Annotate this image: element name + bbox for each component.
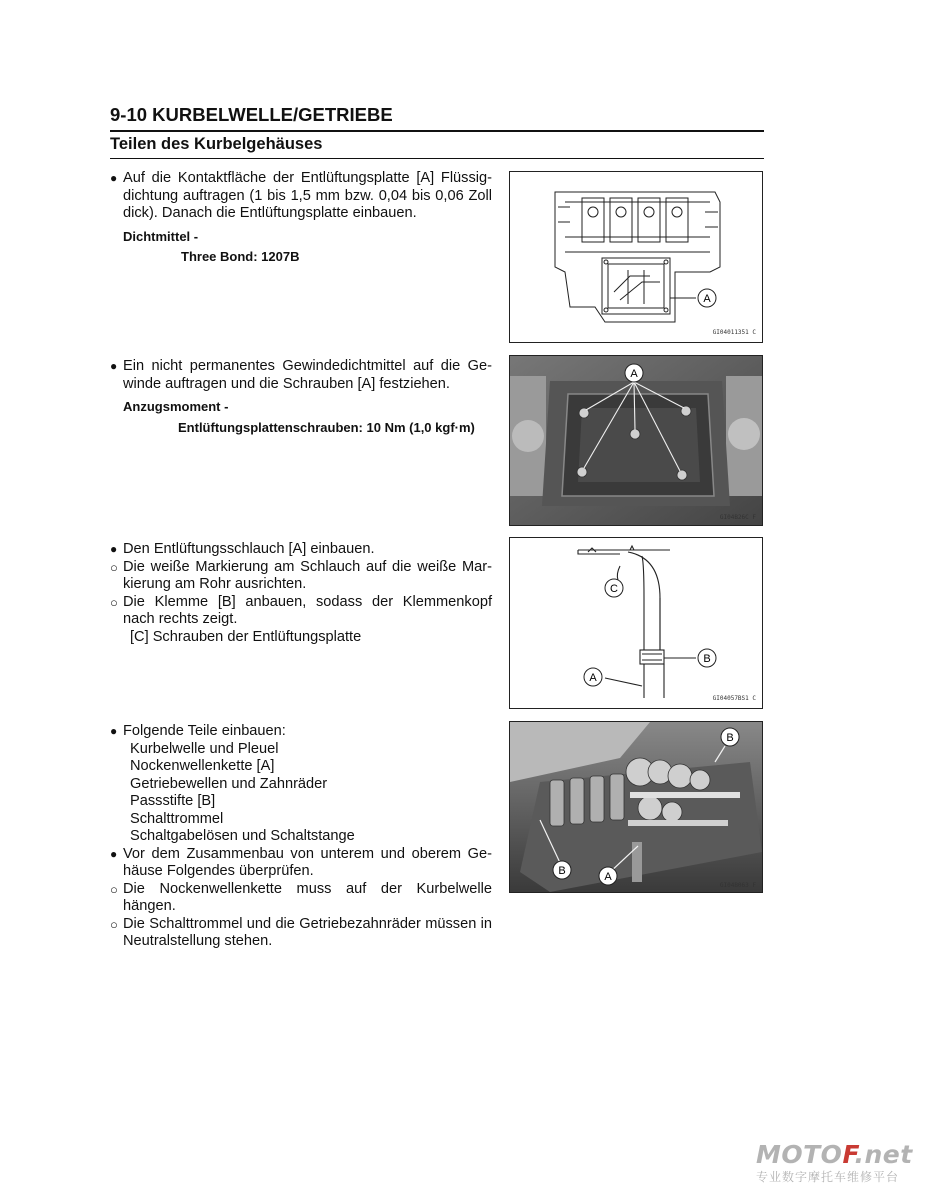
sub-instruction-item <box>110 594 492 629</box>
callout-a <box>625 364 643 382</box>
bullet-icon: ● <box>110 359 118 373</box>
sub-instruction-text: Die Klemme [B] anbauen, sodass der Klemmenkopf nach rechts zeigt. <box>123 593 492 627</box>
callout-label: C <box>610 583 618 595</box>
instruction-text: Den Entlüftungsschlauch [A] einbauen. <box>123 541 375 557</box>
part-list-item: Nockenwellenkette [A] <box>130 758 275 774</box>
watermark-logo <box>756 1142 922 1185</box>
instruction-item <box>110 723 492 741</box>
figure-code: GI04B063 F <box>719 882 756 889</box>
figure-note: [C] Schrauben der Entlüftungsplatte <box>130 628 362 645</box>
hollow-bullet-icon: ○ <box>110 559 118 575</box>
figure-crankshaft-transmission <box>509 721 763 893</box>
step-block-3 <box>110 541 492 646</box>
step-block-1 <box>110 170 492 266</box>
callout-b <box>553 861 571 879</box>
part-list-item: Schalttrommel <box>130 810 224 827</box>
figure-breather-hose <box>509 537 763 709</box>
part-list-item: Getriebewellen und Zahnräder <box>130 775 328 792</box>
instruction-item <box>110 358 492 393</box>
spec-label: Dichtmittel - <box>123 228 199 244</box>
instruction-item <box>110 541 492 559</box>
instruction-text: Auf die Kontaktfläche der Entlüftungsplatte [A] Flüssig-dichtung auftragen (1 bis 1,5 mm bzw. 0,04 bis 0,06 Zoll dick). Danach die Entlüftungsplatte einbauen. <box>123 170 492 221</box>
step-block-4 <box>110 723 492 951</box>
instruction-text: Vor dem Zusammenbau von unterem und oberem Ge-häuse Folgendes überprüfen. <box>123 845 492 879</box>
instruction-text: Folgende Teile einbauen: <box>123 723 286 739</box>
callout-label: B <box>703 653 711 665</box>
callout-label: A <box>604 871 612 883</box>
figure-breather-bolts <box>509 355 763 526</box>
sub-instruction-text: Die Nockenwellenkette muss auf der Kurbelwelle hängen. <box>123 880 492 914</box>
spec-value: Entlüftungsplattenschrauben: 10 Nm (1,0 kgf·m) <box>178 419 475 435</box>
watermark-brand-accent: F <box>842 1140 855 1169</box>
watermark-tagline: 专业数字摩托车维修平台 <box>756 1170 900 1184</box>
hollow-bullet-icon: ○ <box>110 881 118 897</box>
transmission-photo <box>510 722 762 892</box>
figure-code: GI04057BS1 C <box>712 695 756 702</box>
chapter-title: 9-10 KURBELWELLE/GETRIEBE <box>110 104 393 125</box>
part-list-item: Kurbelwelle und Pleuel <box>130 740 279 757</box>
callout-label: B <box>726 732 734 744</box>
bolts-photo <box>510 356 762 525</box>
callout-a <box>599 867 617 885</box>
section-rule <box>110 158 764 159</box>
callout-a <box>698 289 716 307</box>
instruction-item <box>110 170 492 223</box>
callout-b <box>721 728 739 746</box>
sub-instruction-text: Die Schalttrommel und die Getriebezahnräder müssen in Neutralstellung stehen. <box>123 915 492 949</box>
step-block-2 <box>110 358 492 436</box>
part-list-item: Schaltgabelösen und Schaltstange <box>130 828 355 844</box>
callout-label: B <box>558 865 566 877</box>
watermark-brand <box>756 1142 922 1168</box>
callout-label: A <box>703 293 711 305</box>
sub-instruction-text: Die weiße Markierung am Schlauch auf die weiße Mar-kierung am Rohr ausrichten. <box>123 558 492 592</box>
instruction-text: Ein nicht permanentes Gewindedichtmittel auf die Ge-winde auftragen und die Schrauben [A] festziehen. <box>123 358 492 392</box>
hose-drawing <box>510 538 762 708</box>
figure-code: GI04011351 C <box>712 329 756 336</box>
instruction-item <box>110 846 492 881</box>
callout-a <box>584 668 602 686</box>
callout-label: A <box>630 368 638 380</box>
spec-value: Three Bond: 1207B <box>181 249 300 264</box>
sub-instruction-item <box>110 916 492 951</box>
spec-label: Anzugsmoment - <box>123 399 229 414</box>
hollow-bullet-icon: ○ <box>110 916 118 932</box>
bullet-icon: ● <box>110 724 118 738</box>
section-title: Teilen des Kurbelgehäuses <box>110 135 323 153</box>
callout-c <box>605 579 623 597</box>
hollow-bullet-icon: ○ <box>110 594 118 610</box>
figure-breather-plate <box>509 171 763 343</box>
bullet-icon: ● <box>110 171 118 185</box>
sub-instruction-item <box>110 881 492 916</box>
callout-b <box>698 649 716 667</box>
watermark-brand-suffix: .net <box>854 1140 913 1169</box>
crankcase-drawing <box>510 172 762 342</box>
chapter-rule <box>110 130 764 132</box>
callout-label: A <box>589 672 597 684</box>
part-list-item: Passstifte [B] <box>130 793 216 809</box>
watermark-brand-main: MOTO <box>756 1140 843 1169</box>
figure-code: GI04B26C F <box>719 514 756 521</box>
sub-instruction-item <box>110 559 492 594</box>
bullet-icon: ● <box>110 542 118 556</box>
bullet-icon: ● <box>110 846 118 861</box>
